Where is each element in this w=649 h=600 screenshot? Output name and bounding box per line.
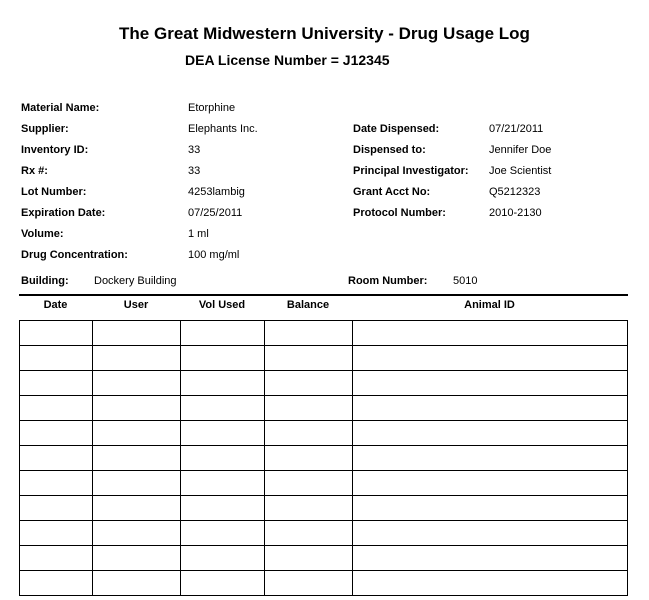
table-cell[interactable] (20, 421, 93, 446)
table-cell[interactable] (265, 571, 353, 596)
table-cell[interactable] (93, 571, 181, 596)
table-cell[interactable] (265, 371, 353, 396)
table-cell[interactable] (265, 446, 353, 471)
table-cell[interactable] (20, 346, 93, 371)
table-cell[interactable] (93, 421, 181, 446)
col-header-animal-id: Animal ID (464, 299, 515, 311)
expiration-date-label: Expiration Date: (21, 207, 106, 219)
table-cell[interactable] (181, 321, 265, 346)
table-cell[interactable] (20, 446, 93, 471)
grant-acct-label: Grant Acct No: (353, 186, 431, 198)
table-cell[interactable] (181, 421, 265, 446)
supplier-value: Elephants Inc. (188, 123, 258, 135)
table-cell[interactable] (20, 496, 93, 521)
date-dispensed-value: 07/21/2011 (489, 123, 544, 135)
table-cell[interactable] (20, 546, 93, 571)
table-cell[interactable] (93, 346, 181, 371)
table-cell[interactable] (353, 421, 628, 446)
rx-number-label: Rx #: (21, 165, 48, 177)
table-cell[interactable] (181, 346, 265, 371)
date-dispensed-label: Date Dispensed: (353, 123, 440, 135)
table-cell[interactable] (93, 396, 181, 421)
material-name-value: Etorphine (188, 102, 236, 114)
table-cell[interactable] (20, 521, 93, 546)
room-number-value: 5010 (453, 275, 478, 287)
col-header-balance: Balance (286, 299, 330, 311)
table-cell[interactable] (353, 496, 628, 521)
drug-concentration-value: 100 mg/ml (188, 249, 240, 261)
supplier-label: Supplier: (21, 123, 69, 135)
table-cell[interactable] (181, 521, 265, 546)
lot-number-value: 4253lambig (188, 186, 245, 198)
table-cell[interactable] (181, 371, 265, 396)
volume-value: 1 ml (188, 228, 209, 240)
material-name-label: Material Name: (21, 102, 100, 114)
table-cell[interactable] (93, 521, 181, 546)
inventory-id-value: 33 (188, 144, 201, 156)
table-row (20, 521, 628, 546)
table-cell[interactable] (20, 471, 93, 496)
table-cell[interactable] (181, 571, 265, 596)
dispensed-to-label: Dispensed to: (353, 144, 426, 156)
table-cell[interactable] (353, 396, 628, 421)
table-cell[interactable] (265, 521, 353, 546)
building-value: Dockery Building (94, 275, 177, 287)
dispensed-to-value: Jennifer Doe (489, 144, 552, 156)
table-cell[interactable] (353, 446, 628, 471)
col-header-date: Date (43, 299, 68, 311)
table-cell[interactable] (353, 346, 628, 371)
table-cell[interactable] (20, 371, 93, 396)
table-row (20, 321, 628, 346)
table-cell[interactable] (265, 346, 353, 371)
page-title: The Great Midwestern University - Drug Usage Log (119, 24, 530, 43)
table-cell[interactable] (265, 496, 353, 521)
building-label: Building: (21, 275, 69, 287)
table-cell[interactable] (20, 396, 93, 421)
volume-label: Volume: (21, 228, 64, 240)
drug-concentration-label: Drug Concentration: (21, 249, 128, 261)
table-row (20, 471, 628, 496)
rx-number-value: 33 (188, 165, 201, 177)
table-cell[interactable] (93, 546, 181, 571)
table-cell[interactable] (20, 571, 93, 596)
principal-investigator-value: Joe Scientist (489, 165, 552, 177)
grant-acct-value: Q5212323 (489, 186, 541, 198)
principal-investigator-label: Principal Investigator: (353, 165, 469, 177)
dea-license-number: DEA License Number = J12345 (185, 52, 390, 68)
table-cell[interactable] (265, 421, 353, 446)
table-cell[interactable] (353, 471, 628, 496)
usage-log-table (19, 320, 628, 596)
table-row (20, 496, 628, 521)
table-cell[interactable] (265, 321, 353, 346)
table-cell[interactable] (93, 371, 181, 396)
lot-number-label: Lot Number: (21, 186, 87, 198)
table-cell[interactable] (93, 471, 181, 496)
table-cell[interactable] (265, 396, 353, 421)
room-number-label: Room Number: (348, 275, 428, 287)
table-row (20, 346, 628, 371)
protocol-number-label: Protocol Number: (353, 207, 446, 219)
table-row (20, 396, 628, 421)
table-cell[interactable] (93, 446, 181, 471)
table-cell[interactable] (353, 371, 628, 396)
col-header-user: User (123, 299, 149, 311)
table-row (20, 571, 628, 596)
table-cell[interactable] (181, 396, 265, 421)
protocol-number-value: 2010-2130 (489, 207, 542, 219)
table-cell[interactable] (353, 571, 628, 596)
table-row (20, 421, 628, 446)
table-row (20, 546, 628, 571)
table-cell[interactable] (20, 321, 93, 346)
table-cell[interactable] (353, 546, 628, 571)
table-cell[interactable] (265, 546, 353, 571)
table-cell[interactable] (265, 471, 353, 496)
table-cell[interactable] (181, 471, 265, 496)
header-divider (19, 294, 628, 296)
table-cell[interactable] (181, 446, 265, 471)
inventory-id-label: Inventory ID: (21, 144, 89, 156)
table-cell[interactable] (181, 546, 265, 571)
table-row (20, 446, 628, 471)
table-row (20, 371, 628, 396)
table-cell[interactable] (353, 521, 628, 546)
table-cell[interactable] (181, 496, 265, 521)
table-cell[interactable] (353, 321, 628, 346)
col-header-vol-used: Vol Used (198, 299, 246, 311)
table-cell[interactable] (93, 496, 181, 521)
expiration-date-value: 07/25/2011 (188, 207, 243, 219)
table-cell[interactable] (93, 321, 181, 346)
